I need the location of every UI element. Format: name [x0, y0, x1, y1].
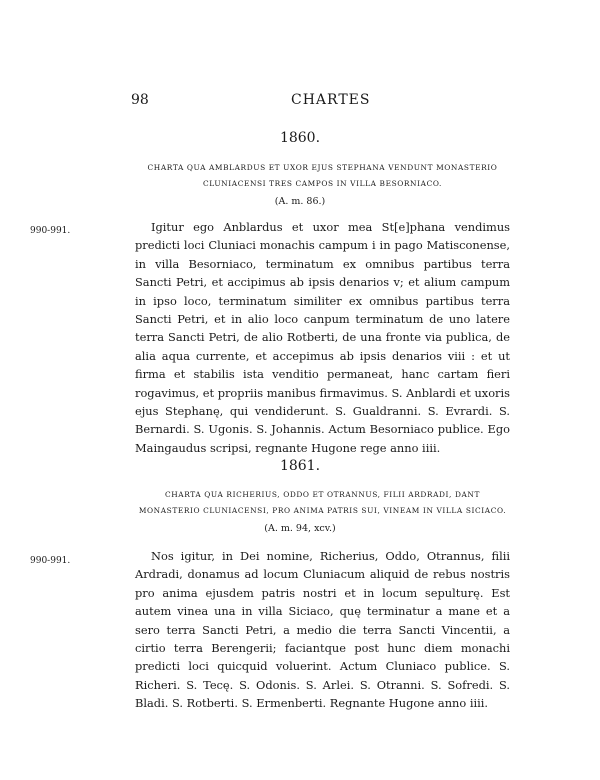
- charter-body: Nos igitur, in Dei nomine, Richerius, Oddo, Otrannus, filii Ardradi, donamus ad locum Cluniacum aliquid de rebus nostris pro anima ejusdem patris nostri et in locum sepulturę. Est autem vinea una in villa Siciaco, quę terminatur a mane et a sero terra Sancti Petri, a medio die terra Sancti Vincentii, a cirtio terra Berengerii; faciantque post hunc diem monachi predicti loci quicquid voluerint. Actum Cluniaco publice. S. Richeri. S. Tecę. S. Odonis. S. Arlei. S. Otranni. S. Sofredi. S. Bladi. S. Rotberti. S. Ermenberti. Regnante Hugone anno iiii.: [135, 549, 510, 711]
- page-number: 98: [131, 92, 149, 108]
- charter-title: CHARTA QUA RICHERIUS, ODDO ET OTRANNUS, FILII ARDRADI, DANT MONASTERIO CLUNIACENSI, PRO ANIMA PATRIS SUI, VINEAM IN VILLA SICIACO.: [138, 490, 507, 515]
- margin-date: 990-991.: [30, 556, 71, 566]
- charter-body: Igitur ego Anblardus et uxor mea St[e]phana vendimus predicti loci Cluniaci monachis campum i in pago Matisconense, in villa Besorniaco, terminatum ex omnibus partibus terra Sancti Petri, et accipimus ab ipsis denarios v; et alium campum in ipso loco, terminatum similiter ex omnibus partibus terra Sancti Petri, et in alio loco canpum terminatum de uno latere terra Sancti Petri, de alio Rotberti, de una fronte via publica, de alia aqua currente, et accepimus ab ipsis denarios viii : et ut firma et stabilis ista venditio permaneat, hanc cartam fieri rogavimus, et propriis manibus firmavimus. S. Anblardi et uxoris ejus Stephanę, qui vendiderunt. S. Gualdranni. S. Evrardi. S. Bernardi. S. Ugonis. S. Johannis. Actum Besorniaco publice. Ego Maingaudus scripsi, regnante Hugone rege anno iiii.: [135, 220, 510, 455]
- charter-title: CHARTA QUA AMBLARDUS ET UXOR EJUS STEPHANA VENDUNT MONASTERIO CLUNIACENSI TRES CAMPOS IN VILLA BESORNIACO.: [147, 163, 498, 188]
- charter-date: (A. m. 86.): [274, 196, 326, 207]
- charter-number: 1861.: [279, 458, 321, 474]
- margin-date: 990-991.: [30, 226, 71, 236]
- running-title: CHARTES: [291, 92, 371, 108]
- charter-date: (A. m. 94, xcv.): [264, 523, 336, 534]
- charter-number: 1860.: [279, 130, 321, 146]
